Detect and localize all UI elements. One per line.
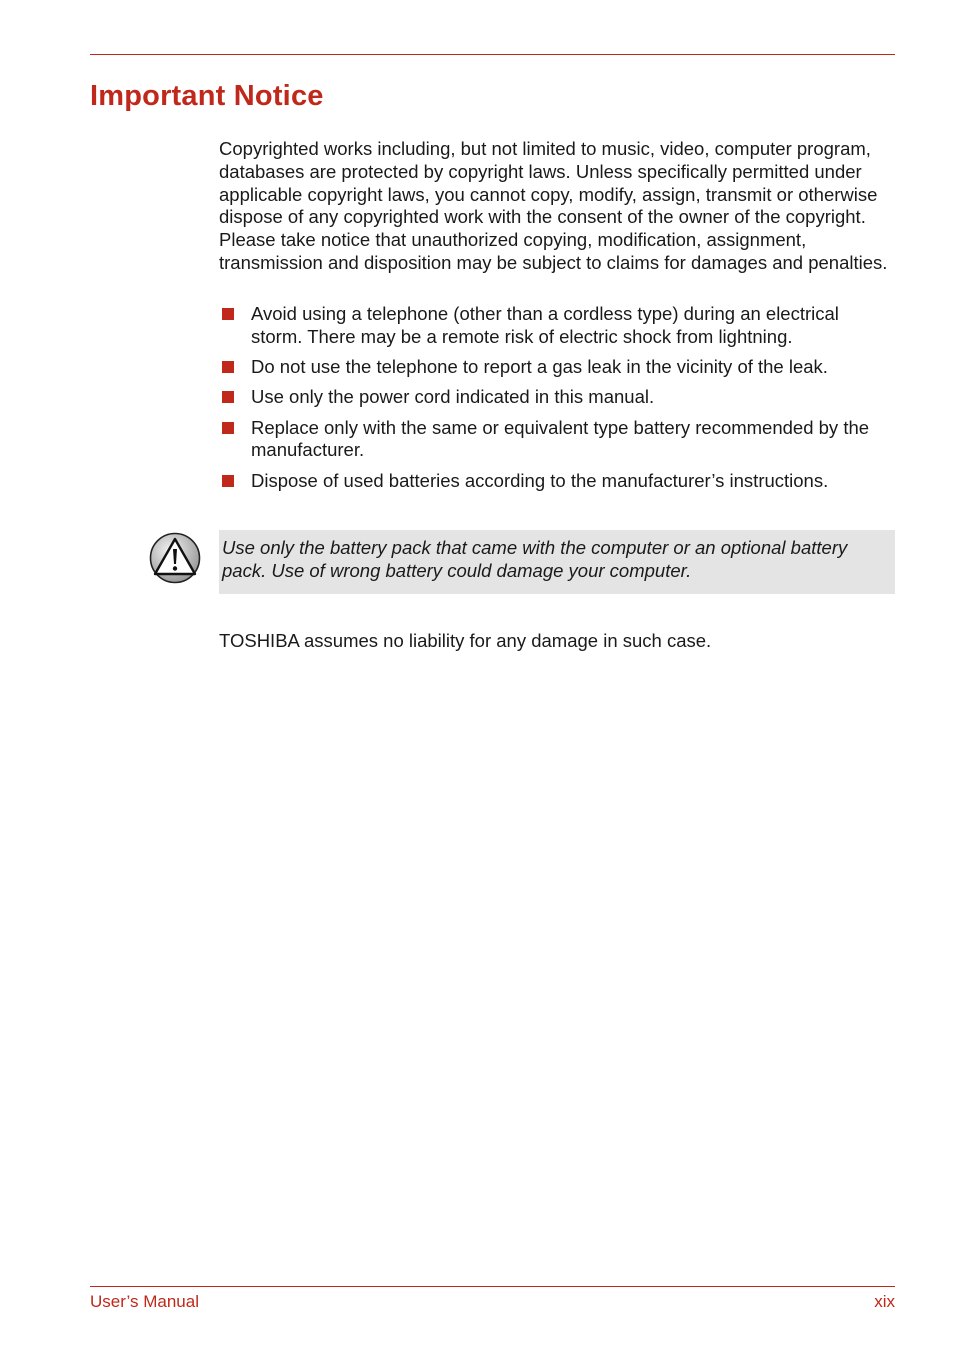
footer-manual-title: User’s Manual [90, 1292, 199, 1311]
list-item [219, 356, 895, 379]
list-item [219, 470, 895, 493]
footer-rule [90, 1286, 895, 1287]
caution-text: Use only the battery pack that came with the computer or an optional battery pack. Use of wrong battery could damage your computer. [222, 537, 848, 581]
warning-triangle-icon [149, 532, 201, 584]
notice-list [219, 303, 895, 500]
header-rule [90, 54, 895, 55]
list-item-text: Do not use the telephone to report a gas leak in the vicinity of the leak. [251, 356, 828, 378]
list-item [219, 417, 895, 463]
closing-paragraph: TOSHIBA assumes no liability for any damage in such case. [219, 630, 712, 651]
list-item-text: Use only the power cord indicated in this manual. [251, 386, 655, 408]
list-item [219, 386, 895, 409]
list-item-text: Avoid using a telephone (other than a cordless type) during an electrical storm. There may be a remote risk of electric shock from lightning. [251, 303, 839, 347]
page-title: Important Notice [90, 80, 324, 112]
intro-paragraph: Copyrighted works including, but not limited to music, video, computer program, databases are protected by copyright laws. Unless specifically permitted under applicable copyright laws, you cannot copy, modify, assign, transmit or otherwise dispose of any copyrighted work with the consent of the owner of the copyright. Please take notice that unauthorized copying, modification, assignment, transmission and disposition may be subject to claims for damages and penalties. [219, 138, 888, 273]
list-item [219, 303, 895, 349]
bullet-square-icon [222, 422, 234, 434]
bullet-square-icon [222, 308, 234, 320]
bullet-square-icon [222, 361, 234, 373]
list-item-text: Dispose of used batteries according to the manufacturer’s instructions. [251, 469, 829, 491]
page-number: xix [874, 1292, 895, 1311]
bullet-square-icon [222, 391, 234, 403]
list-item-text: Replace only with the same or equivalent type battery recommended by the manufacturer. [251, 416, 870, 461]
bullet-square-icon [222, 475, 234, 487]
caution-box [219, 530, 895, 594]
